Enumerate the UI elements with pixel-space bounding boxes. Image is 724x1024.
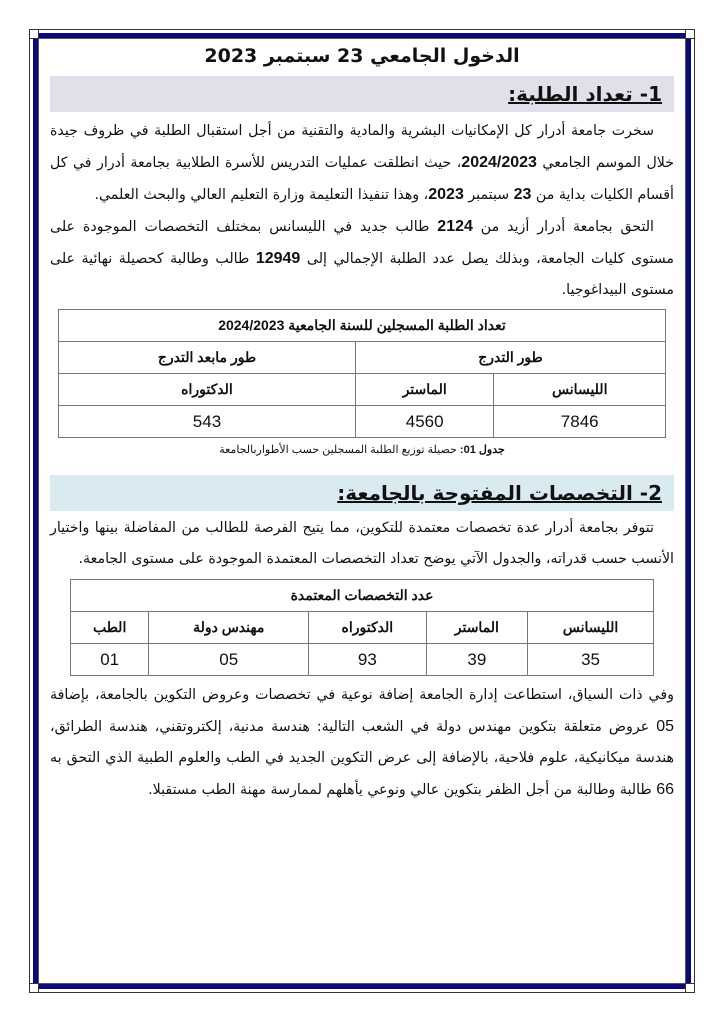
text-fragment: سخرت جامعة أدرار كل الإمكانيات البشرية والمادية والتقنية من أجل استقبال الطلبة في ظروف جيدة خلال الموسم الجامعي <box>50 123 674 171</box>
text-fragment: ، حيث انطلقت عمليات التدريس للأسرة الطلابية بجامعة أدرار في كل أقسام الكليات بداية من <box>50 155 674 203</box>
document-content <box>50 40 674 980</box>
value-doctorate: 543 <box>59 406 356 438</box>
section-heading-specialties-text: 2- التخصصات المفتوحة بالجامعة: <box>337 481 662 505</box>
start-day: 23 <box>513 186 532 203</box>
students-table-title: تعداد الطلبة المسجلين للسنة الجامعية 2024/2023 <box>59 310 666 342</box>
header-master: الماستر <box>426 612 528 644</box>
academic-year: 2024/2023 <box>461 154 537 171</box>
section-heading-specialties <box>50 475 674 511</box>
caption-text: حصيلة توزيع الطلبة المسجلين حسب الأطواربالجامعة <box>219 444 460 456</box>
medical-students-count: 66 <box>656 781 674 798</box>
value-master: 4560 <box>355 406 493 438</box>
header-state-engineer: مهندس دولة <box>149 612 309 644</box>
text-fragment: سبتمبر <box>463 187 514 203</box>
header-medicine: الطب <box>71 612 149 644</box>
frame-corner-top-left <box>29 29 39 39</box>
value-licence: 7846 <box>494 406 666 438</box>
text-fragment: طالب جديد في الليسانس بمختلف التخصصات الموجودة على مستوى كليات الجامعة، وبذلك يصل عدد الطلبة الإجمالي إلى <box>50 219 675 267</box>
paragraph-intro <box>50 116 674 211</box>
paragraph-enrollment <box>50 211 674 306</box>
start-year: 2023 <box>428 186 464 203</box>
header-doctorate: الدكتوراه <box>309 612 427 644</box>
specialties-table-title: عدد التخصصات المعتمدة <box>71 580 654 612</box>
page-title: الدخول الجامعي 23 سبتمبر 2023 <box>204 45 520 67</box>
paragraph-new-offers <box>50 680 674 806</box>
frame-corner-bottom-left <box>29 983 39 993</box>
level-doctorate: الدكتوراه <box>59 374 356 406</box>
header-licence: الليسانس <box>528 612 654 644</box>
text-fragment: طالب وطالبة كحصيلة نهائية على مستوى البيداغوجيا. <box>50 251 674 298</box>
text-fragment: التحق بجامعة أدرار أزيد من <box>472 219 654 235</box>
spec-value-state-engineer: 05 <box>149 644 309 676</box>
spec-value-master: 39 <box>426 644 528 676</box>
frame-corner-top-right <box>685 29 695 39</box>
engineer-offers-count: 05 <box>656 718 674 735</box>
text-fragment: طالبة وطالبة من أجل الظفر بتكوين عالي ونوعي يأهلهم لممارسة مهنة الطب مستقبلا. <box>148 782 657 798</box>
spec-value-doctorate: 93 <box>309 644 427 676</box>
text-fragment: ، وهذا تنفيذا التعليمة وزارة التعليم العالي والبحث العلمي. <box>94 187 429 203</box>
paragraph-specialties: تتوفر بجامعة أدرار عدة تخصصات معتمدة للتكوين، مما يتيح الفرصة للطالب من المفاضلة بينها واختيار الأنسب حسب قدراته، والجدول الآتي يوضح تعداد التخصصات المعتمدة الموجودة على مستوى الجامعة. <box>50 520 674 567</box>
table-caption <box>50 443 674 461</box>
spec-value-medicine: 01 <box>71 644 149 676</box>
spec-value-licence: 35 <box>528 644 654 676</box>
text-fragment: عروض متعلقة بتكوين مهندس دولة في الشعب التالية: هندسة مدنية، إلكتروتقني، هندسة الطرائق، هندسة ميكانيكية، علوم فلاحية، بالإضافة إلى عرض التكوين الجديد في الطب والعلوم الطبية الذي التحق به <box>50 719 674 766</box>
text-fragment: وفي ذات السياق، استطاعت إدارة الجامعة إضافة نوعية في تخصصات وعروض التكوين بالجامعة، بإضافة <box>50 687 674 703</box>
specialties-table <box>70 579 654 676</box>
students-table <box>58 309 666 438</box>
group-undergrad: طور التدرج <box>355 342 665 374</box>
level-master: الماستر <box>355 374 493 406</box>
section-heading-students <box>50 76 674 112</box>
frame-corner-bottom-right <box>685 983 695 993</box>
section-heading-students-text: 1- تعداد الطلبة: <box>508 82 662 106</box>
level-licence: الليسانس <box>494 374 666 406</box>
caption-label: جدول 01: <box>459 444 505 456</box>
group-postgrad: طور مابعد التدرج <box>59 342 356 374</box>
total-students-count: 12949 <box>255 250 301 267</box>
new-students-count: 2124 <box>437 218 473 235</box>
